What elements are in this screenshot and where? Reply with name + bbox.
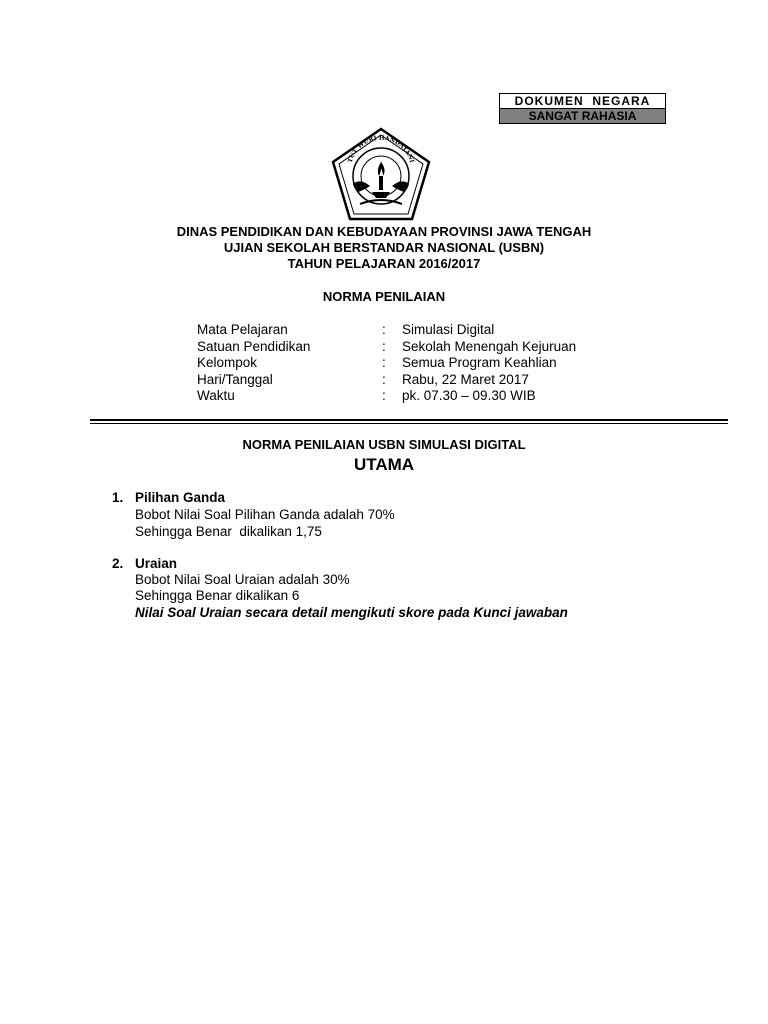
item-line: Sehingga Benar dikalikan 6 — [135, 588, 300, 603]
document-title: NORMA PENILAIAN — [322, 289, 446, 304]
exam-info-table — [0, 322, 768, 405]
info-colon: : — [382, 388, 386, 403]
info-colon: : — [382, 322, 386, 337]
info-colon: : — [382, 355, 386, 370]
info-label: Kelompok — [197, 355, 258, 370]
info-value: Simulasi Digital — [402, 322, 495, 337]
tut-wuri-handayani-logo — [330, 126, 432, 222]
info-colon: : — [382, 338, 386, 354]
item-number: 2. — [112, 556, 124, 571]
header-divider-thin — [90, 423, 728, 424]
info-label: Mata Pelajaran — [197, 322, 288, 337]
item-line: Bobot Nilai Soal Pilihan Ganda adalah 70% — [135, 507, 395, 522]
info-row — [0, 339, 768, 356]
header-line-2: UJIAN SEKOLAH BERSTANDAR NASIONAL (USBN) — [223, 240, 545, 255]
info-row — [0, 355, 768, 372]
info-row — [0, 322, 768, 339]
item-line: Bobot Nilai Soal Uraian adalah 30% — [135, 572, 350, 587]
info-row — [0, 388, 768, 405]
info-row — [0, 372, 768, 389]
info-value: Sekolah Menengah Kejuruan — [402, 338, 577, 354]
item-title: Uraian — [135, 556, 178, 571]
section-subtitle: UTAMA — [353, 455, 415, 474]
section-title: NORMA PENILAIAN USBN SIMULASI DIGITAL — [242, 437, 526, 452]
classification-line-1: DOKUMEN NEGARA — [500, 94, 665, 109]
header-line-3: TAHUN PELAJARAN 2016/2017 — [287, 256, 481, 271]
info-label: Hari/Tanggal — [197, 371, 273, 387]
info-label: Satuan Pendidikan — [197, 338, 311, 354]
classification-line-2: SANGAT RAHASIA — [500, 109, 665, 123]
svg-text:TUT WURI HANDAYANI: TUT WURI HANDAYANI — [346, 134, 416, 164]
item-title: Pilihan Ganda — [135, 490, 226, 505]
info-label: Waktu — [197, 388, 235, 403]
header-divider-thick — [90, 419, 728, 421]
info-value: Semua Program Keahlian — [402, 355, 557, 370]
classification-stamp — [499, 93, 666, 124]
info-value: Rabu, 22 Maret 2017 — [402, 371, 529, 387]
header-line-1: DINAS PENDIDIKAN DAN KEBUDAYAAN PROVINSI JAWA TENGAH — [176, 224, 592, 239]
item-note: Nilai Soal Uraian secara detail mengikuti skore pada Kunci jawaban — [135, 605, 568, 620]
item-number: 1. — [112, 490, 124, 505]
info-value: pk. 07.30 – 09.30 WIB — [402, 388, 536, 403]
item-line: Sehingga Benar dikalikan 1,75 — [135, 524, 322, 539]
info-colon: : — [382, 371, 386, 387]
logo-emblem-icon — [330, 126, 432, 222]
